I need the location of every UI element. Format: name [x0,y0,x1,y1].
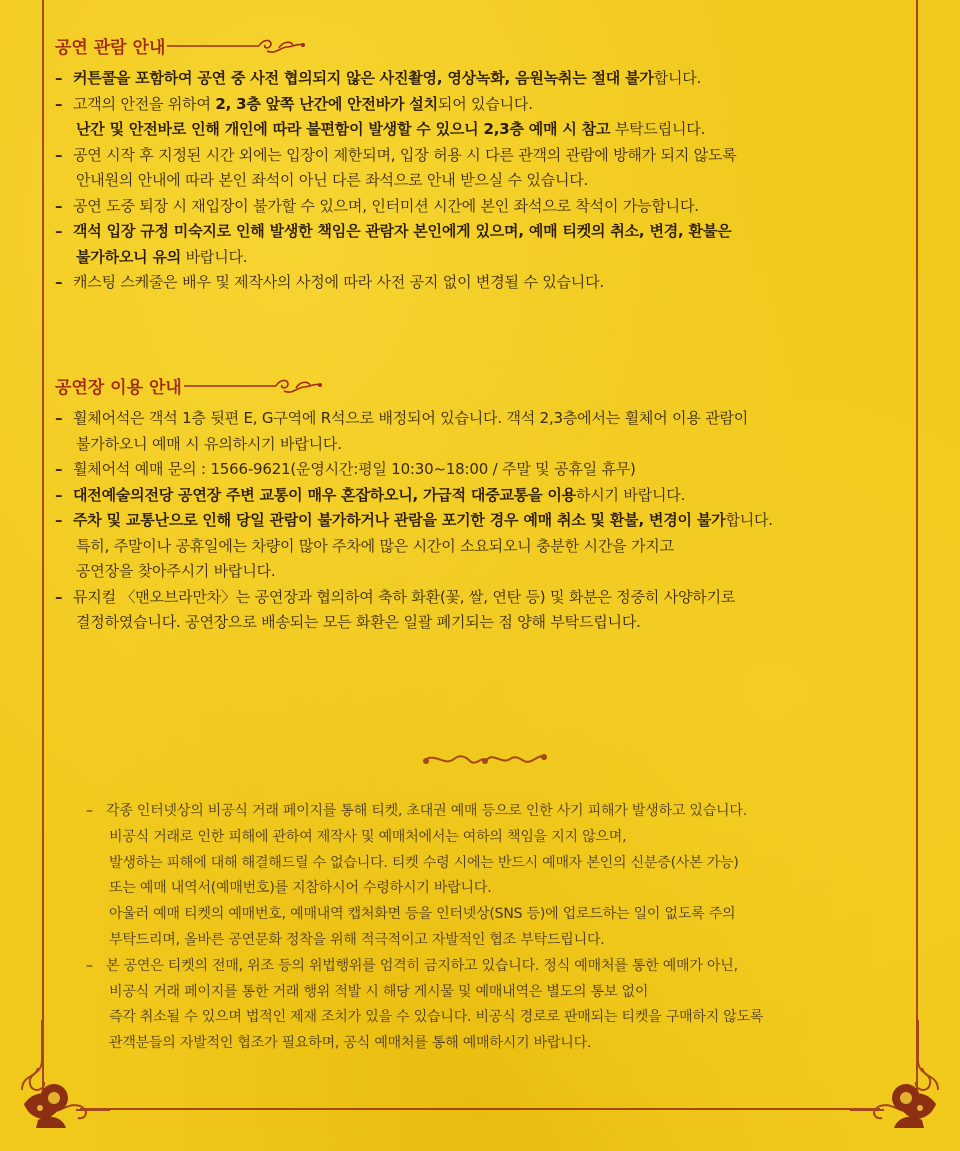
body-text: 휠체어석은 객석 1층 뒷편 E, G구역에 R석으로 배정되어 있습니다. 객석 2,3층에서는 휠체어 이용 관람이 [73,409,749,427]
list-item [55,66,915,92]
venue-guide-title: 공연장 이용 안내 [55,377,182,398]
list-item [55,585,915,636]
body-text: 비공식 거래 페이지를 통한 거래 행위 적발 시 해당 게시물 및 예매내역은 별도의 통보 없이 [109,983,649,1000]
body-text: 고객의 안전을 위하여 [73,94,216,113]
list-item [86,799,896,954]
body-text: 관객분들의 자발적인 협조가 필요하며, 공식 예매처를 통해 예매하시기 바랍니다. [109,1035,592,1052]
item-line [106,954,896,980]
item-line [106,980,896,1006]
emphasized-text: 대전예술의전당 공연장 주변 교통이 매우 혼잡하오니, 가급적 대중교통을 이용 [73,485,576,504]
item-line [73,406,915,432]
item-line [73,194,915,220]
list-item [86,954,896,1057]
body-text: 공연장을 찾아주시기 바랍니다. [76,562,276,580]
list-item [55,219,915,270]
item-line [73,559,915,585]
body-text: 바랍니다. [181,247,248,266]
list-item [55,143,915,194]
venue-guide-section [55,370,915,636]
viewing-guide-section [55,30,915,296]
list-item [55,457,915,483]
body-text: 휠체어석 예매 문의 : 1566-9621(운영시간:평일 10:30~18:00 / 주말 및 공휴일 휴무) [73,460,636,478]
body-text: 아울러 예매 티켓의 예매번호, 예매내역 캡처화면 등을 인터넷상(SNS 등)에 업로드하는 일이 없도록 주의 [109,906,736,923]
body-text: 또는 예매 내역서(예매번호)를 지참하시어 수령하시기 바랍니다. [109,880,492,897]
item-line [73,66,915,92]
list-item [55,483,915,509]
body-text: 각종 인터넷상의 비공식 거래 페이지를 통해 티켓, 초대권 예매 등으로 인한 사기 피해가 발생하고 있습니다. [106,803,747,819]
body-text: 특히, 주말이나 공휴일에는 차량이 많아 주차에 많은 시간이 소요되오니 충분한 시간을 가지고 [76,536,674,555]
body-text: 즉각 취소될 수 있으며 법적인 제재 조치가 있을 수 있습니다. 비공식 경로로 판매되는 티켓을 구매하지 않도록 [109,1009,764,1026]
body-text: 비공식 거래로 인한 피해에 관하여 제작사 및 예매처에서는 여하의 책임을 지지 않으며, [109,828,627,845]
item-line [73,270,915,296]
fraud-notice-section [86,793,896,1057]
item-line [106,902,896,928]
body-text: 본 공연은 티켓의 전매, 위조 등의 위법행위를 엄격히 금지하고 있습니다. 정식 예매처를 통한 예매가 아닌, [106,957,738,974]
body-text: 합니다. [725,511,773,529]
item-line [106,1005,896,1031]
item-line [106,825,896,851]
frame-bottom-line [80,1108,880,1110]
item-line [73,610,915,636]
venue-guide-list [55,406,915,636]
item-line [73,219,915,245]
body-text: 결정하였습니다. 공연장으로 배송되는 모든 화환은 일괄 폐기되는 점 양해 부탁드립니다. [76,613,641,631]
body-text: 되어 있습니다. [437,94,533,113]
viewing-guide-list [55,66,915,296]
item-line [73,457,915,483]
item-line [73,508,915,534]
item-line [73,92,915,118]
body-text: 합니다. [653,69,702,87]
item-line [106,851,896,877]
emphasized-text: 객석 입장 규정 미숙지로 인해 발생한 책임은 관람자 본인에게 있으며, 예매 티켓의 취소, 변경, 환불은 [73,222,732,240]
viewing-guide-title: 공연 관람 안내 [55,37,166,58]
swirl-divider-icon [420,745,550,771]
frame-left-line [42,0,44,1120]
body-text: 하시기 바랍니다. [575,485,686,504]
scroll-flourish-icon [184,375,324,395]
scroll-flourish-icon [167,35,307,55]
body-text: 불가하오니 예매 시 유의하시기 바랍니다. [76,434,342,453]
emphasized-text: 불가하오니 유의 [76,247,182,266]
emphasized-text: 커튼콜을 포함하여 공연 중 사전 협의되지 않은 사진촬영, 영상녹화, 음원녹취는 절대 불가 [73,69,654,87]
item-line [73,168,915,194]
item-line [73,117,915,143]
frame-right-line [916,0,918,1120]
body-text: 안내원의 안내에 따라 본인 좌석이 아닌 다른 좌석으로 안내 받으실 수 있습니다. [76,171,589,189]
body-text: 공연 도중 퇴장 시 재입장이 불가할 수 있으며, 인터미션 시간에 본인 좌석으로 착석이 가능합니다. [73,196,699,215]
venue-guide-heading [55,370,915,400]
body-text: 뮤지컬 〈맨오브라만차〉는 공연장과 협의하여 축하 화환(꽃, 쌀, 연탄 등) 및 화분은 정중히 사양하기로 [73,587,736,606]
list-item [55,406,915,457]
body-text: 부탁드리며, 올바른 공연문화 정착을 위해 적극적이고 자발적인 협조 부탁드립니다. [109,931,605,948]
item-line [73,534,915,560]
item-line [73,245,915,271]
list-item [55,508,915,585]
item-line [73,585,915,611]
item-line [106,799,896,825]
item-line [106,876,896,902]
item-line [73,432,915,458]
list-item [55,270,915,296]
body-text: 공연 시작 후 지정된 시간 외에는 입장이 제한되며, 입장 허용 시 다른 관객의 관람에 방해가 되지 않도록 [73,145,737,164]
item-line [73,143,915,169]
emphasized-text: 난간 및 안전바로 인해 개인에 따라 불편함이 발생할 수 있으니 2,3층 예매 시 참고 [76,120,611,138]
emphasized-text: 2, 3층 앞쪽 난간에 안전바가 설치 [215,94,438,113]
fraud-notice-list [86,799,896,1057]
body-text: 캐스팅 스케줄은 배우 및 제작사의 사정에 따라 사전 공지 없이 변경될 수 있습니다. [73,273,604,291]
viewing-guide-heading [55,30,915,60]
list-item [55,92,915,143]
body-text: 부탁드립니다. [610,120,706,138]
body-text: 발생하는 피해에 대해 해결해드릴 수 없습니다. 티켓 수령 시에는 반드시 예매자 본인의 신분증(사본 가능) [109,854,739,871]
list-item [55,194,915,220]
item-line [73,483,915,509]
emphasized-text: 주차 및 교통난으로 인해 당일 관람이 불가하거나 관람을 포기한 경우 예매 취소 및 환불, 변경이 불가 [73,511,726,529]
item-line [106,1031,896,1057]
item-line [106,928,896,954]
